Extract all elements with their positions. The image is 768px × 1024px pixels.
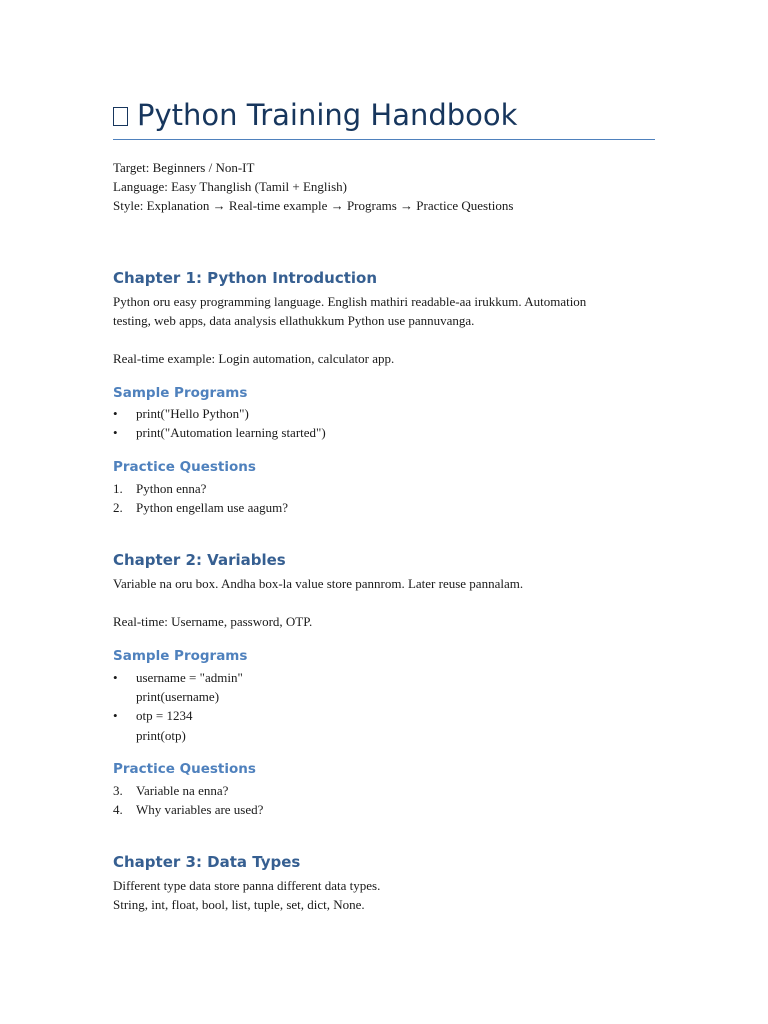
chapter-1-questions-list (113, 479, 288, 517)
question-text: Why variables are used? (136, 802, 264, 818)
code-line: print("Hello Python") (136, 406, 249, 421)
document-title (113, 96, 655, 134)
bullet-icon: • (113, 406, 118, 421)
chapter-2-realtime: Real-time: Username, password, OTP. (113, 614, 313, 629)
paragraph-line: String, int, float, bool, list, tuple, set, dict, None. (113, 897, 365, 913)
intro-target: Target: Beginners / Non-IT (113, 160, 255, 175)
list-item (113, 423, 326, 442)
list-item (113, 479, 288, 498)
chapter-2-practice-heading: Practice Questions (113, 761, 256, 777)
missing-glyph-icon (113, 107, 128, 126)
chapter-1-programs-heading: Sample Programs (113, 385, 248, 401)
list-number: 2. (113, 500, 123, 516)
list-item (113, 404, 326, 423)
intro-style: Style: Explanation → Real-time example → Programs → Practice Questions (113, 198, 514, 214)
code-line: print(otp) (136, 727, 186, 743)
question-text: Variable na enna? (136, 783, 229, 798)
list-item (113, 781, 263, 800)
paragraph-line: Python oru easy programming language. English mathiri readable-aa irukkum. Automation (113, 294, 587, 309)
list-item (113, 668, 243, 706)
chapter-3-paragraph (113, 876, 655, 914)
list-number: 4. (113, 802, 123, 818)
paragraph-line: Different type data store panna different data types. (113, 878, 381, 893)
paragraph-line: testing, web apps, data analysis ellathukkum Python use pannuvanga. (113, 313, 475, 329)
chapter-1-practice-heading: Practice Questions (113, 459, 256, 475)
list-number: 3. (113, 783, 123, 798)
code-line: print(username) (136, 689, 220, 705)
chapter-2-paragraph (113, 574, 655, 593)
bullet-icon: • (113, 425, 118, 441)
code-line: username = "admin" (136, 670, 243, 685)
list-item (113, 800, 263, 819)
bullet-icon: • (113, 708, 118, 724)
code-line: print("Automation learning started") (136, 425, 326, 441)
chapter-1-programs-list (113, 404, 326, 442)
chapter-2-programs-list (113, 668, 243, 745)
chapter-3-heading: Chapter 3: Data Types (113, 853, 301, 871)
intro-language: Language: Easy Thanglish (Tamil + English) (113, 179, 347, 195)
chapter-1-heading: Chapter 1: Python Introduction (113, 269, 378, 287)
chapter-2-programs-heading: Sample Programs (113, 648, 248, 664)
list-item (113, 706, 243, 744)
bullet-icon: • (113, 670, 118, 685)
list-number: 1. (113, 481, 123, 496)
code-line: otp = 1234 (136, 708, 193, 724)
chapter-2-questions-list (113, 781, 263, 819)
intro-block (113, 158, 655, 216)
chapter-1-paragraph (113, 292, 655, 330)
question-text: Python enna? (136, 481, 207, 496)
chapter-1-realtime: Real-time example: Login automation, calculator app. (113, 351, 395, 366)
question-text: Python engellam use aagum? (136, 500, 288, 516)
document-title-text: Python Training Handbook (137, 98, 518, 132)
list-item (113, 498, 288, 517)
chapter-2-heading: Chapter 2: Variables (113, 551, 286, 569)
title-underline (113, 139, 655, 140)
paragraph-line: Variable na oru box. Andha box-la value store pannrom. Later reuse pannalam. (113, 576, 524, 591)
